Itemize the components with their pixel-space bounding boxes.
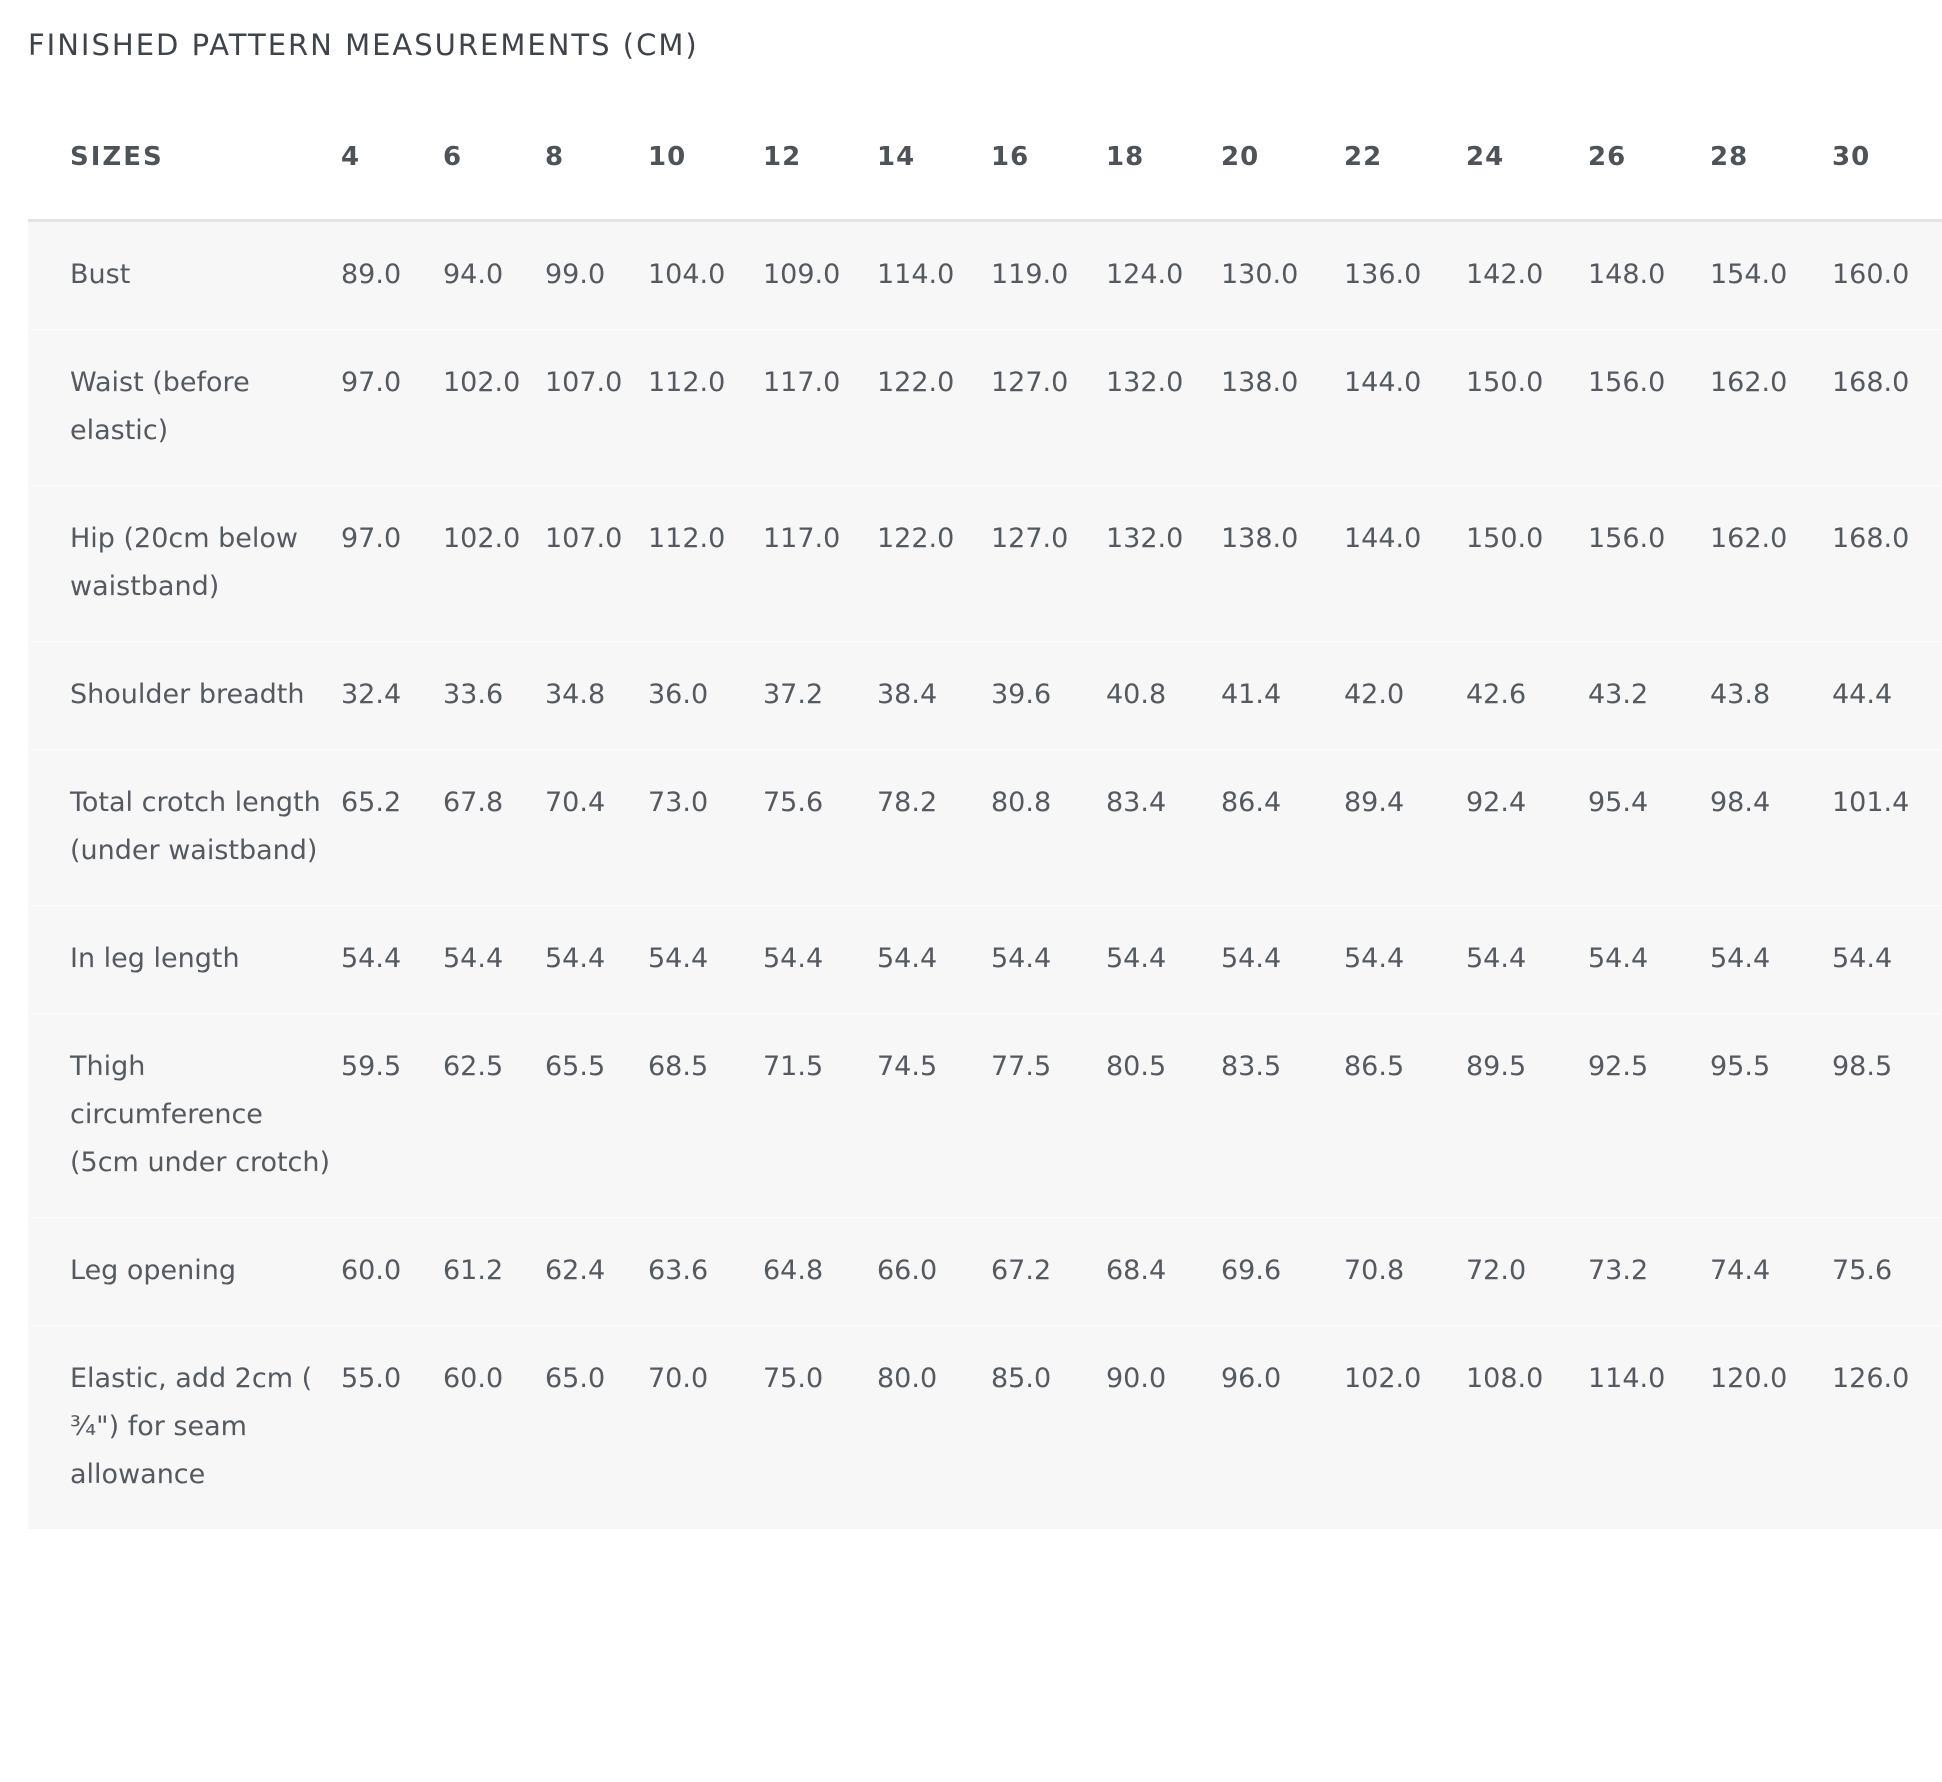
page-title: FINISHED PATTERN MEASUREMENTS (CM)	[28, 28, 699, 62]
table-cell: 73.2	[1588, 1218, 1710, 1326]
table-cell: 114.0	[1588, 1326, 1710, 1530]
column-header: 18	[1106, 95, 1221, 221]
table-cell: 150.0	[1466, 486, 1588, 642]
table-cell: 54.4	[991, 906, 1106, 1014]
table-cell: 124.0	[1106, 221, 1221, 330]
table-cell: 65.2	[341, 750, 443, 906]
table-cell: 54.4	[341, 906, 443, 1014]
table-cell: 75.6	[763, 750, 877, 906]
table-cell: 89.5	[1466, 1014, 1588, 1218]
table-cell: 54.4	[1710, 906, 1832, 1014]
table-cell: 37.2	[763, 642, 877, 750]
table-cell: 94.0	[443, 221, 545, 330]
column-header: 8	[545, 95, 648, 221]
table-cell: 42.6	[1466, 642, 1588, 750]
table-cell: 80.8	[991, 750, 1106, 906]
table-cell: 89.0	[341, 221, 443, 330]
table-row	[28, 1218, 1942, 1326]
table-cell: 43.2	[1588, 642, 1710, 750]
table-cell: 83.4	[1106, 750, 1221, 906]
table-cell: 168.0	[1832, 330, 1942, 486]
table-cell: 75.0	[763, 1326, 877, 1530]
table-cell: 142.0	[1466, 221, 1588, 330]
table-cell: 54.4	[1344, 906, 1466, 1014]
table-cell: 54.4	[1832, 906, 1942, 1014]
table-cell: 102.0	[443, 330, 545, 486]
table-cell: 60.0	[443, 1326, 545, 1530]
table-cell: 156.0	[1588, 330, 1710, 486]
table-cell: 62.5	[443, 1014, 545, 1218]
table-cell: 54.4	[877, 906, 991, 1014]
table-row	[28, 906, 1942, 1014]
table-cell: 114.0	[877, 221, 991, 330]
table-cell: 86.4	[1221, 750, 1344, 906]
table-cell: 154.0	[1710, 221, 1832, 330]
column-header: 12	[763, 95, 877, 221]
table-cell: 120.0	[1710, 1326, 1832, 1530]
table-cell: 102.0	[1344, 1326, 1466, 1530]
table-cell: 83.5	[1221, 1014, 1344, 1218]
row-label: Hip (20cm below waistband)	[28, 486, 341, 642]
table-cell: 136.0	[1344, 221, 1466, 330]
table-cell: 127.0	[991, 330, 1106, 486]
table-cell: 54.4	[1106, 906, 1221, 1014]
table-cell: 80.5	[1106, 1014, 1221, 1218]
table-row	[28, 330, 1942, 486]
table-cell: 33.6	[443, 642, 545, 750]
column-header: SIZES	[28, 95, 341, 221]
table-cell: 132.0	[1106, 330, 1221, 486]
table-cell: 69.6	[1221, 1218, 1344, 1326]
table-cell: 95.4	[1588, 750, 1710, 906]
column-header: 4	[341, 95, 443, 221]
row-label: Leg opening	[28, 1218, 341, 1326]
table-row	[28, 221, 1942, 330]
table-cell: 72.0	[1466, 1218, 1588, 1326]
table-cell: 78.2	[877, 750, 991, 906]
table-cell: 96.0	[1221, 1326, 1344, 1530]
table-cell: 54.4	[763, 906, 877, 1014]
table-cell: 107.0	[545, 330, 648, 486]
table-row	[28, 1014, 1942, 1218]
table-cell: 36.0	[648, 642, 763, 750]
table-cell: 54.4	[443, 906, 545, 1014]
table-cell: 70.4	[545, 750, 648, 906]
table-cell: 150.0	[1466, 330, 1588, 486]
table-cell: 80.0	[877, 1326, 991, 1530]
table-cell: 104.0	[648, 221, 763, 330]
table-cell: 77.5	[991, 1014, 1106, 1218]
table-cell: 65.0	[545, 1326, 648, 1530]
table-cell: 34.8	[545, 642, 648, 750]
column-header: 22	[1344, 95, 1466, 221]
table-cell: 40.8	[1106, 642, 1221, 750]
row-label: Total crotch length (under waistband)	[28, 750, 341, 906]
table-cell: 75.6	[1832, 1218, 1942, 1326]
table-row	[28, 642, 1942, 750]
table-cell: 67.2	[991, 1218, 1106, 1326]
table-cell: 54.4	[1588, 906, 1710, 1014]
table-cell: 109.0	[763, 221, 877, 330]
table-cell: 59.5	[341, 1014, 443, 1218]
column-header: 6	[443, 95, 545, 221]
table-cell: 41.4	[1221, 642, 1344, 750]
table-cell: 54.4	[648, 906, 763, 1014]
table-row	[28, 750, 1942, 906]
row-label: Thigh circumference (5cm under crotch)	[28, 1014, 341, 1218]
table-cell: 122.0	[877, 330, 991, 486]
table-cell: 85.0	[991, 1326, 1106, 1530]
table-cell: 98.5	[1832, 1014, 1942, 1218]
table-cell: 97.0	[341, 330, 443, 486]
table-cell: 130.0	[1221, 221, 1344, 330]
table-cell: 67.8	[443, 750, 545, 906]
table-cell: 95.5	[1710, 1014, 1832, 1218]
table-cell: 89.4	[1344, 750, 1466, 906]
table-cell: 54.4	[1221, 906, 1344, 1014]
table-cell: 90.0	[1106, 1326, 1221, 1530]
table-cell: 61.2	[443, 1218, 545, 1326]
column-header: 24	[1466, 95, 1588, 221]
table-cell: 98.4	[1710, 750, 1832, 906]
table-cell: 144.0	[1344, 486, 1466, 642]
table-cell: 39.6	[991, 642, 1106, 750]
table-cell: 54.4	[545, 906, 648, 1014]
table-cell: 68.5	[648, 1014, 763, 1218]
table-cell: 43.8	[1710, 642, 1832, 750]
table-cell: 122.0	[877, 486, 991, 642]
measurements-table	[28, 95, 1942, 1529]
table-cell: 132.0	[1106, 486, 1221, 642]
table-cell: 71.5	[763, 1014, 877, 1218]
table-cell: 138.0	[1221, 486, 1344, 642]
table-cell: 127.0	[991, 486, 1106, 642]
table-cell: 74.4	[1710, 1218, 1832, 1326]
table-cell: 117.0	[763, 486, 877, 642]
table-cell: 70.8	[1344, 1218, 1466, 1326]
table-cell: 160.0	[1832, 221, 1942, 330]
table-cell: 92.4	[1466, 750, 1588, 906]
column-header: 30	[1832, 95, 1942, 221]
column-header: 28	[1710, 95, 1832, 221]
table-cell: 162.0	[1710, 330, 1832, 486]
table-cell: 65.5	[545, 1014, 648, 1218]
table-cell: 55.0	[341, 1326, 443, 1530]
table-cell: 138.0	[1221, 330, 1344, 486]
table-row	[28, 486, 1942, 642]
table-cell: 101.4	[1832, 750, 1942, 906]
table-cell: 126.0	[1832, 1326, 1942, 1530]
table-cell: 162.0	[1710, 486, 1832, 642]
table-cell: 148.0	[1588, 221, 1710, 330]
table-cell: 102.0	[443, 486, 545, 642]
table-cell: 108.0	[1466, 1326, 1588, 1530]
table-cell: 117.0	[763, 330, 877, 486]
table-cell: 42.0	[1344, 642, 1466, 750]
table-cell: 156.0	[1588, 486, 1710, 642]
table-cell: 99.0	[545, 221, 648, 330]
table-cell: 70.0	[648, 1326, 763, 1530]
table-cell: 74.5	[877, 1014, 991, 1218]
table-cell: 66.0	[877, 1218, 991, 1326]
table-cell: 168.0	[1832, 486, 1942, 642]
table-cell: 60.0	[341, 1218, 443, 1326]
row-label: Shoulder breadth	[28, 642, 341, 750]
table-cell: 107.0	[545, 486, 648, 642]
column-header: 10	[648, 95, 763, 221]
table-header-row	[28, 95, 1942, 221]
table-cell: 38.4	[877, 642, 991, 750]
table-cell: 54.4	[1466, 906, 1588, 1014]
table-cell: 64.8	[763, 1218, 877, 1326]
row-label: In leg length	[28, 906, 341, 1014]
table-row	[28, 1326, 1942, 1530]
table-cell: 144.0	[1344, 330, 1466, 486]
table-cell: 112.0	[648, 486, 763, 642]
table-cell: 63.6	[648, 1218, 763, 1326]
column-header: 20	[1221, 95, 1344, 221]
table-cell: 62.4	[545, 1218, 648, 1326]
row-label: Elastic, add 2cm ( ¾") for seam allowance	[28, 1326, 341, 1530]
table-cell: 97.0	[341, 486, 443, 642]
table-cell: 119.0	[991, 221, 1106, 330]
table-cell: 86.5	[1344, 1014, 1466, 1218]
table-body	[28, 221, 1942, 1530]
column-header: 16	[991, 95, 1106, 221]
table-cell: 92.5	[1588, 1014, 1710, 1218]
table-cell: 73.0	[648, 750, 763, 906]
table-cell: 68.4	[1106, 1218, 1221, 1326]
row-label: Bust	[28, 221, 341, 330]
column-header: 14	[877, 95, 991, 221]
table-cell: 44.4	[1832, 642, 1942, 750]
table-cell: 32.4	[341, 642, 443, 750]
table-cell: 112.0	[648, 330, 763, 486]
row-label: Waist (before elastic)	[28, 330, 341, 486]
column-header: 26	[1588, 95, 1710, 221]
